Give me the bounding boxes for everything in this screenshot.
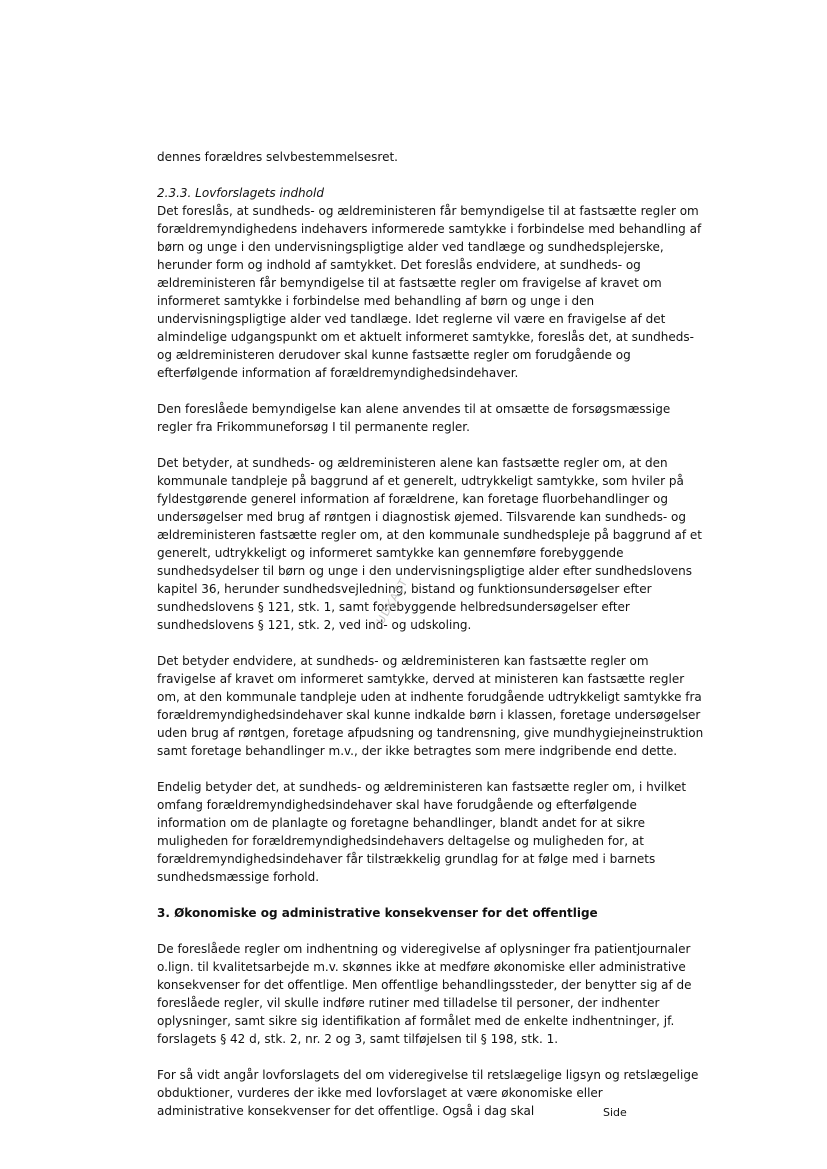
text-line: De foreslåede regler om indhentning og videregivelse af oplysninger fra patientjournaler bbox=[157, 942, 691, 956]
text-line: administrative konsekvenser for det offentlige. Også i dag skal bbox=[157, 1104, 535, 1118]
text-line: Den foreslåede bemyndigelse kan alene anvendes til at omsætte de forsøgsmæssige bbox=[157, 402, 671, 416]
paragraph bbox=[157, 400, 677, 436]
text-line: ældreministeren får bemyndigelse til at fastsætte regler om fravigelse af kravet om bbox=[157, 276, 662, 290]
text-line: kommunale tandpleje på baggrund af et generelt, udtrykkeligt samtykke, som hviler på bbox=[157, 474, 684, 488]
paragraph-gap bbox=[157, 634, 677, 652]
text-line: konsekvenser for det offentlige. Men offentlige behandlingssteder, der benytter sig af de bbox=[157, 978, 692, 992]
paragraph bbox=[157, 202, 702, 382]
text-line: dennes forældres selvbestemmelsesret. bbox=[157, 150, 398, 164]
text-line: forældremyndighedsindehaver skal kunne indkalde børn i klassen, foretage undersøgelser bbox=[157, 708, 701, 722]
text-line: almindelige udgangspunkt om et aktuelt informeret samtykke, foreslås det, at sundheds- bbox=[157, 330, 694, 344]
text-line: fyldestgørende generel information af forældrene, kan foretage fluorbehandlinger og bbox=[157, 492, 669, 506]
text-line: sundhedsydelser til børn og unge i den undervisningspligtige alder efter sundhedslovens bbox=[157, 564, 693, 578]
text-line: muligheden for forældremyndighedsindehavers deltagelse og muligheden for, at bbox=[157, 834, 644, 848]
paragraph-gap bbox=[157, 760, 677, 778]
text-line: undervisningspligtige alder ved tandlæge. Idet reglerne vil være en fravigelse af det bbox=[157, 312, 666, 326]
text-line: og ældreministeren derudover skal kunne fastsætte regler om forudgående og bbox=[157, 348, 631, 362]
text-line: kapitel 36, herunder sundhedsvejledning, bistand og funktionsundersøgelser efter bbox=[157, 582, 652, 596]
text-line: Endelig betyder det, at sundheds- og ældreministeren kan fastsætte regler om, i hvilket bbox=[157, 780, 687, 794]
text-line: Det betyder, at sundheds- og ældreministeren alene kan fastsætte regler om, at den bbox=[157, 456, 668, 470]
paragraph-gap bbox=[157, 436, 677, 454]
document-body bbox=[157, 148, 704, 1120]
text-line: uden brug af røntgen, foretage afpudsning og tandrensning, give mundhygiejneinstruktion bbox=[157, 726, 704, 740]
text-line: børn og unge i den undervisningspligtige alder ved tandlæge og sundhedsplejerske, bbox=[157, 240, 664, 254]
text-line: 2.3.3. Lovforslagets indhold bbox=[157, 186, 324, 200]
text-line: Det foreslås, at sundheds- og ældreministeren får bemyndigelse til at fastsætte regler om bbox=[157, 204, 699, 218]
text-line: herunder form og indhold af samtykket. Det foreslås endvidere, at sundheds- og bbox=[157, 258, 641, 272]
paragraph bbox=[157, 940, 692, 1048]
paragraph-gap bbox=[157, 166, 677, 184]
text-line: fravigelse af kravet om informeret samtykke, derved at ministeren kan fastsætte regler bbox=[157, 672, 685, 686]
paragraph bbox=[157, 454, 703, 634]
text-line: forældremyndighedens indehavers informerede samtykke i forbindelse med behandling af bbox=[157, 222, 702, 236]
paragraph-gap bbox=[157, 886, 677, 904]
text-line: regler fra Frikommuneforsøg I til permanente regler. bbox=[157, 420, 470, 434]
text-line: omfang forældremyndighedsindehaver skal have forudgående og efterfølgende bbox=[157, 798, 637, 812]
text-line: information om de planlagte og foretagne behandlinger, blandt andet for at sikre bbox=[157, 816, 646, 830]
section-heading bbox=[157, 904, 677, 922]
footer-page-label: Side bbox=[603, 1106, 627, 1119]
paragraph bbox=[157, 652, 704, 760]
paragraph-gap bbox=[157, 1048, 677, 1066]
text-line: ældreministeren fastsætte regler om, at den kommunale sundhedspleje på baggrund af et bbox=[157, 528, 703, 542]
text-line: obduktioner, vurderes der ikke med lovforslaget at være økonomiske eller bbox=[157, 1086, 603, 1100]
paragraph bbox=[157, 1066, 699, 1120]
text-line: sundhedslovens § 121, stk. 1, samt forebyggende helbredsundersøgelser efter bbox=[157, 600, 630, 614]
text-line: sundhedsmæssige forhold. bbox=[157, 870, 320, 884]
paragraph bbox=[157, 778, 687, 886]
text-line: generelt, udtrykkeligt og informeret samtykke kan gennemføre forebyggende bbox=[157, 546, 624, 560]
text-line: oplysninger, samt sikre sig identifikation af formålet med de enkelte indhentninger, jf. bbox=[157, 1014, 675, 1028]
text-line: samt foretage behandlinger m.v., der ikke betragtes som mere indgribende end dette. bbox=[157, 744, 678, 758]
text-line: foreslåede regler, vil skulle indføre rutiner med tilladelse til personer, der indhenter bbox=[157, 996, 660, 1010]
watermark: UDKAST bbox=[374, 576, 411, 627]
text-line: forældremyndighedsindehaver får tilstrækkelig grundlag for at følge med i barnets bbox=[157, 852, 656, 866]
text-line: om, at den kommunale tandpleje uden at indhente forudgående udtrykkeligt samtykke fra bbox=[157, 690, 702, 704]
text-line: 3. Økonomiske og administrative konsekvenser for det offentlige bbox=[157, 906, 598, 920]
text-line: o.lign. til kvalitetsarbejde m.v. skønnes ikke at medføre økonomiske eller administrative bbox=[157, 960, 686, 974]
paragraph bbox=[157, 148, 677, 166]
paragraph-gap bbox=[157, 382, 677, 400]
text-line: sundhedslovens § 121, stk. 2, ved ind- og udskoling. bbox=[157, 618, 472, 632]
text-line: informeret samtykke i forbindelse med behandling af børn og unge i den bbox=[157, 294, 595, 308]
paragraph-gap bbox=[157, 922, 677, 940]
text-line: efterfølgende information af forældremyndighedsindehaver. bbox=[157, 366, 519, 380]
text-line: Det betyder endvidere, at sundheds- og ældreministeren kan fastsætte regler om bbox=[157, 654, 649, 668]
text-line: For så vidt angår lovforslagets del om videregivelse til retslægelige ligsyn og retslægelige bbox=[157, 1068, 699, 1082]
text-line: forslagets § 42 d, stk. 2, nr. 2 og 3, samt tilføjelsen til § 198, stk. 1. bbox=[157, 1032, 559, 1046]
text-line: undersøgelser med brug af røntgen i diagnostisk øjemed. Tilsvarende kan sundheds- og bbox=[157, 510, 687, 524]
section-subheading bbox=[157, 184, 677, 202]
